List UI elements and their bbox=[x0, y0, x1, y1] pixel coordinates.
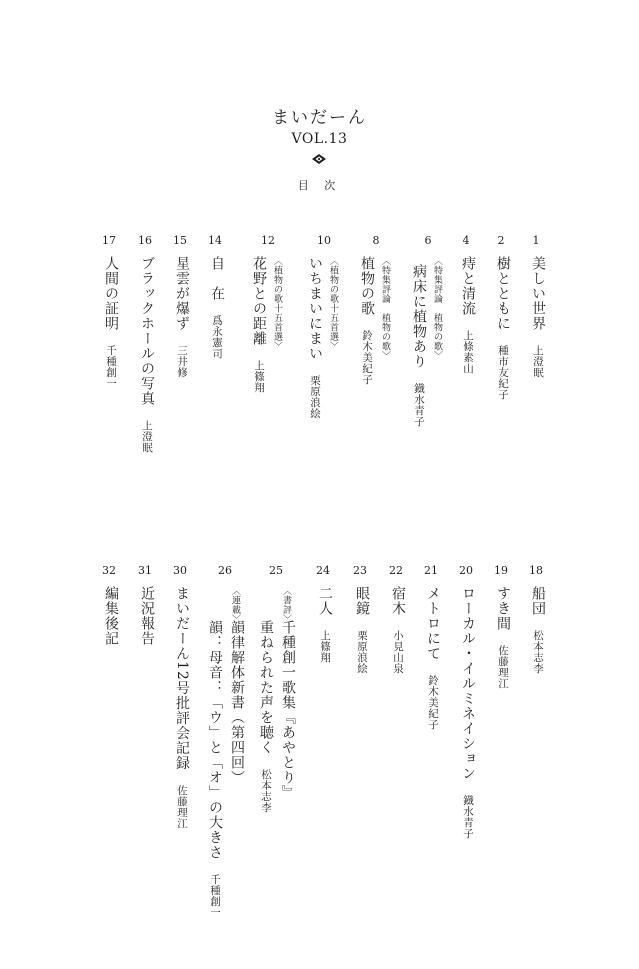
entry-title: 船団松本志李 bbox=[530, 586, 546, 674]
entry-author: 三井修 bbox=[176, 345, 188, 378]
page-number: 18 bbox=[529, 564, 543, 577]
toc-heading: 目 次 bbox=[297, 179, 342, 192]
volume-number: VOL.13 bbox=[291, 131, 348, 147]
entry-title: 植物の歌鈴木美紀子 bbox=[359, 256, 375, 385]
entry-title: まいだーん12号批評会記録佐藤理江 bbox=[174, 586, 190, 829]
entry-title: 編集後記 bbox=[103, 586, 119, 646]
page-number: 15 bbox=[173, 234, 187, 247]
page-number: 10 bbox=[317, 234, 331, 247]
entry-note: 〈植物の歌十五首選〉 bbox=[328, 256, 338, 351]
journal-title: まいだーん bbox=[272, 108, 367, 128]
page-number: 16 bbox=[138, 234, 152, 247]
page-number: 17 bbox=[102, 234, 116, 247]
entry-title: 花野との距離上篠翔 bbox=[251, 256, 267, 393]
entry-title: 人間の証明千種創一 bbox=[103, 256, 119, 389]
entry-author: 鐡水青子 bbox=[462, 795, 474, 839]
page-number: 19 bbox=[494, 564, 508, 577]
entry-title: 美しい世界上澄眠 bbox=[530, 256, 546, 378]
entry-author: 爲永憲司 bbox=[211, 315, 223, 359]
entry-title: 近況報告 bbox=[139, 586, 155, 646]
page-number: 25 bbox=[269, 564, 283, 577]
entry-note: 〈特集評論 植物の歌〉 bbox=[432, 256, 442, 361]
page-number: 22 bbox=[389, 564, 403, 577]
entry-title: 星雲が爆ず三井修 bbox=[174, 256, 190, 378]
entry-title: 自 在爲永憲司 bbox=[209, 256, 225, 359]
page-number: 30 bbox=[173, 564, 187, 577]
page-number: 31 bbox=[138, 564, 152, 577]
entry-title: ブラックホールの写真上澄眠 bbox=[139, 256, 155, 453]
entry-author: 松本志李 bbox=[532, 630, 544, 674]
entry-author: 種市友紀子 bbox=[497, 345, 509, 400]
entry-note: 〈書評〉 bbox=[281, 586, 291, 624]
entry-note: 〈特集評論 植物の歌〉 bbox=[380, 256, 390, 361]
page-number: 24 bbox=[316, 564, 330, 577]
entry-subtitle: 韻：母音：「ウ」と「オ」の大きさ千種創一 bbox=[207, 620, 223, 918]
entry-subtitle: 重ねられた声を聴く松本志李 bbox=[258, 620, 274, 813]
entry-author: 上條素山 bbox=[462, 330, 474, 374]
entry-title: 病床に植物あり鐡水青子 bbox=[411, 264, 427, 427]
entry-title: いちまいにまい栗原浪絵 bbox=[307, 256, 323, 419]
entry-author: 小見山泉 bbox=[392, 630, 404, 674]
page-number: 4 bbox=[462, 234, 470, 247]
entry-author: 鐡水青子 bbox=[413, 383, 425, 427]
page-number: 26 bbox=[218, 564, 232, 577]
entry-author: 千種創一 bbox=[209, 874, 221, 918]
entry-title: すき間佐藤理江 bbox=[495, 586, 511, 689]
entry-author: 松本志李 bbox=[260, 769, 272, 813]
page-number: 12 bbox=[261, 234, 275, 247]
entry-author: 栗原浪絵 bbox=[356, 630, 368, 674]
entry-author: 上澄眠 bbox=[532, 345, 544, 378]
entry-author: 鈴木美紀子 bbox=[427, 675, 439, 730]
page-number: 23 bbox=[353, 564, 367, 577]
page-number: 2 bbox=[497, 234, 505, 247]
entry-title: 千種創一歌集『あやとり』 bbox=[280, 620, 296, 800]
entry-title: 韻律解体新書（第四回） bbox=[229, 620, 245, 785]
entry-author: 上篠翔 bbox=[319, 630, 331, 663]
entry-author: 上澄眠 bbox=[141, 420, 153, 453]
entry-title: 二人上篠翔 bbox=[317, 586, 333, 663]
page-number: 8 bbox=[372, 234, 380, 247]
entry-note: 〈植物の歌十五首選〉 bbox=[272, 256, 282, 351]
page-number: 6 bbox=[424, 234, 432, 247]
page-number: 21 bbox=[424, 564, 438, 577]
entry-title: ローカル・イルミネイション鐡水青子 bbox=[460, 586, 476, 839]
entry-author: 佐藤理江 bbox=[176, 784, 188, 829]
entry-note: 〈連載〉 bbox=[230, 586, 240, 624]
entry-title: 眼鏡栗原浪絵 bbox=[354, 586, 370, 674]
entry-title: 宿木小見山泉 bbox=[390, 586, 406, 674]
entry-author: 千種創一 bbox=[105, 345, 117, 389]
page-number: 32 bbox=[102, 564, 116, 577]
entry-title: 樹とともに種市友紀子 bbox=[495, 256, 511, 400]
page-number: 14 bbox=[208, 234, 222, 247]
page-number: 20 bbox=[459, 564, 473, 577]
page-number: 1 bbox=[532, 234, 540, 247]
entry-author: 上篠翔 bbox=[253, 360, 265, 393]
entry-author: 鈴木美紀子 bbox=[361, 330, 373, 385]
entry-title: 痔と清流上條素山 bbox=[460, 256, 476, 374]
entry-author: 佐藤理江 bbox=[497, 645, 509, 689]
diamond-ornament-icon bbox=[312, 154, 326, 164]
entry-title: メトロにて鈴木美紀子 bbox=[425, 586, 441, 730]
entry-author: 栗原浪絵 bbox=[309, 375, 321, 419]
